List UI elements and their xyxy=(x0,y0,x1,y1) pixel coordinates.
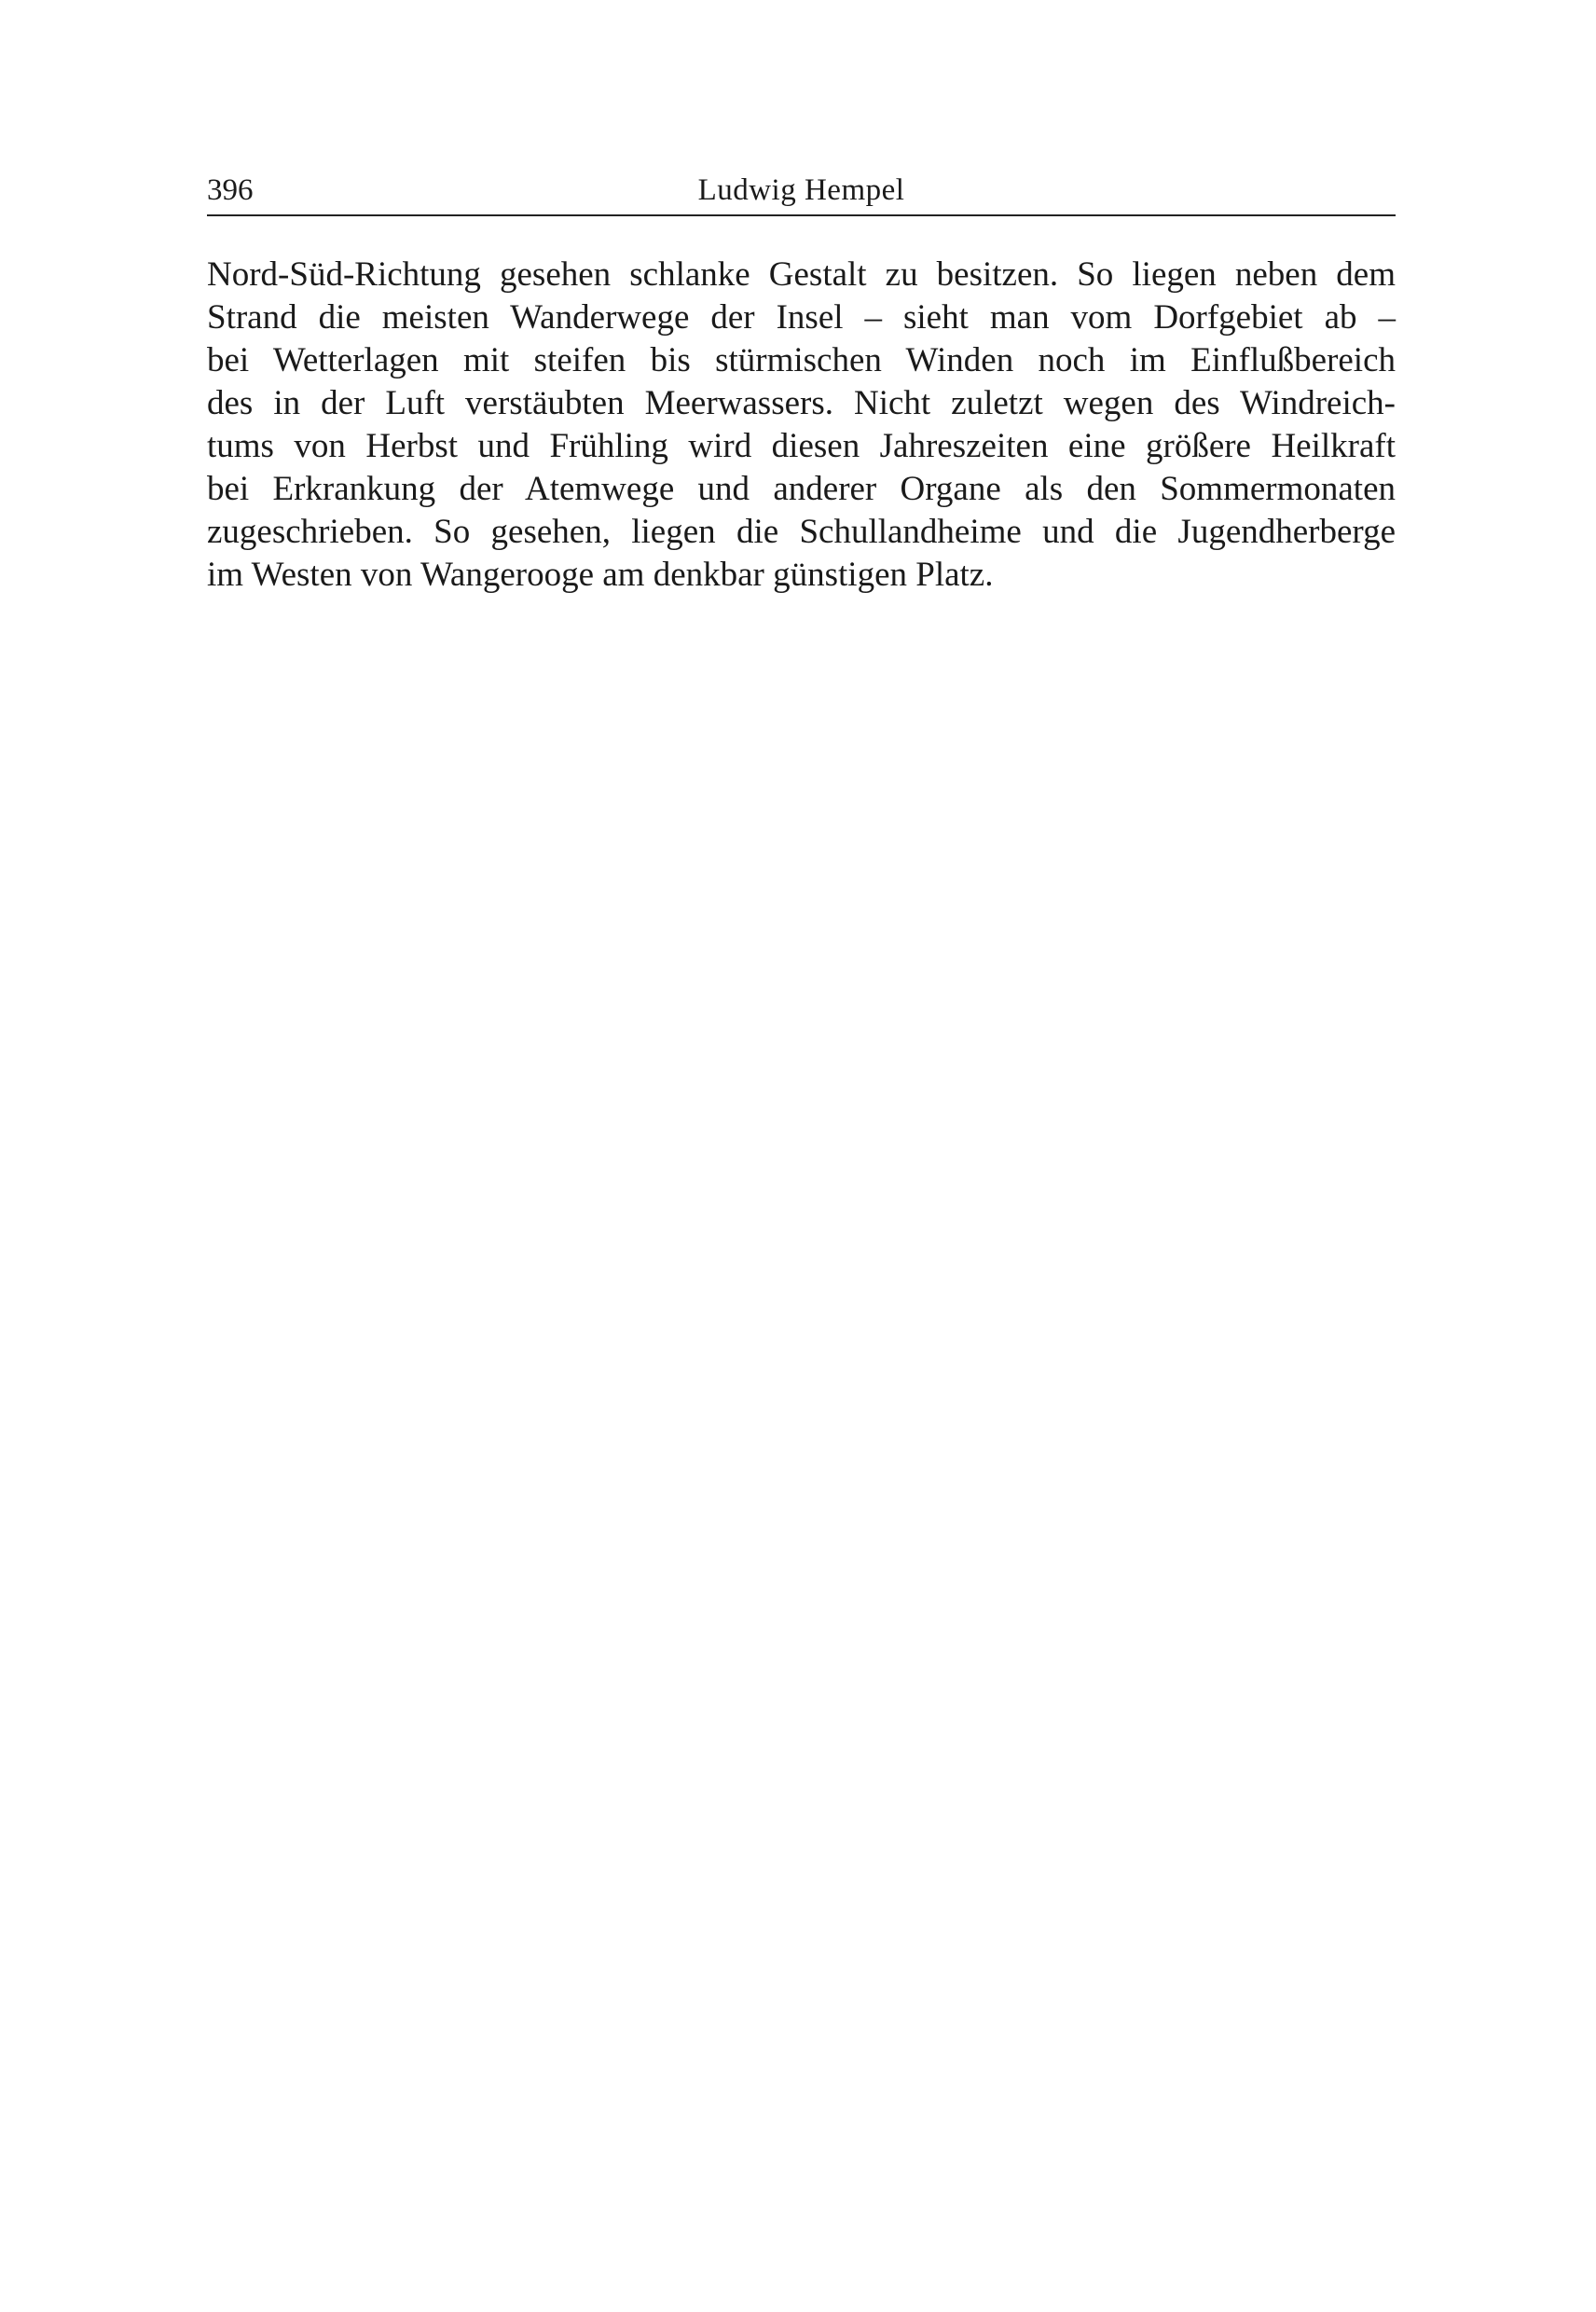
text-line: Nord-Süd-Richtung gesehen schlanke Gestalt zu besitzen. So liegen neben dem xyxy=(207,255,1396,294)
page-number: 396 xyxy=(207,173,254,207)
text-line: bei Erkrankung der Atemwege und anderer Organe als den Sommermonaten xyxy=(207,470,1396,508)
text-line: bei Wetterlagen mit steifen bis stürmischen Winden noch im Einflußbereich xyxy=(207,341,1396,379)
text-line: Strand die meisten Wanderwege der Insel – sieht man vom Dorfgebiet ab – xyxy=(207,298,1396,337)
text-line: des in der Luft verstäubten Meerwassers. Nicht zuletzt wegen des Windreich- xyxy=(207,384,1396,422)
body-paragraph xyxy=(207,254,1396,597)
running-title: Ludwig Hempel xyxy=(697,173,905,207)
text-line: zugeschrieben. So gesehen, liegen die Schullandheime und die Jugendherberge xyxy=(207,513,1396,551)
running-head xyxy=(207,166,1396,216)
text-line: im Westen von Wangerooge am denkbar günstigen Platz. xyxy=(207,556,994,594)
text-line: tums von Herbst und Frühling wird diesen Jahreszeiten eine größere Heilkraft xyxy=(207,427,1396,465)
